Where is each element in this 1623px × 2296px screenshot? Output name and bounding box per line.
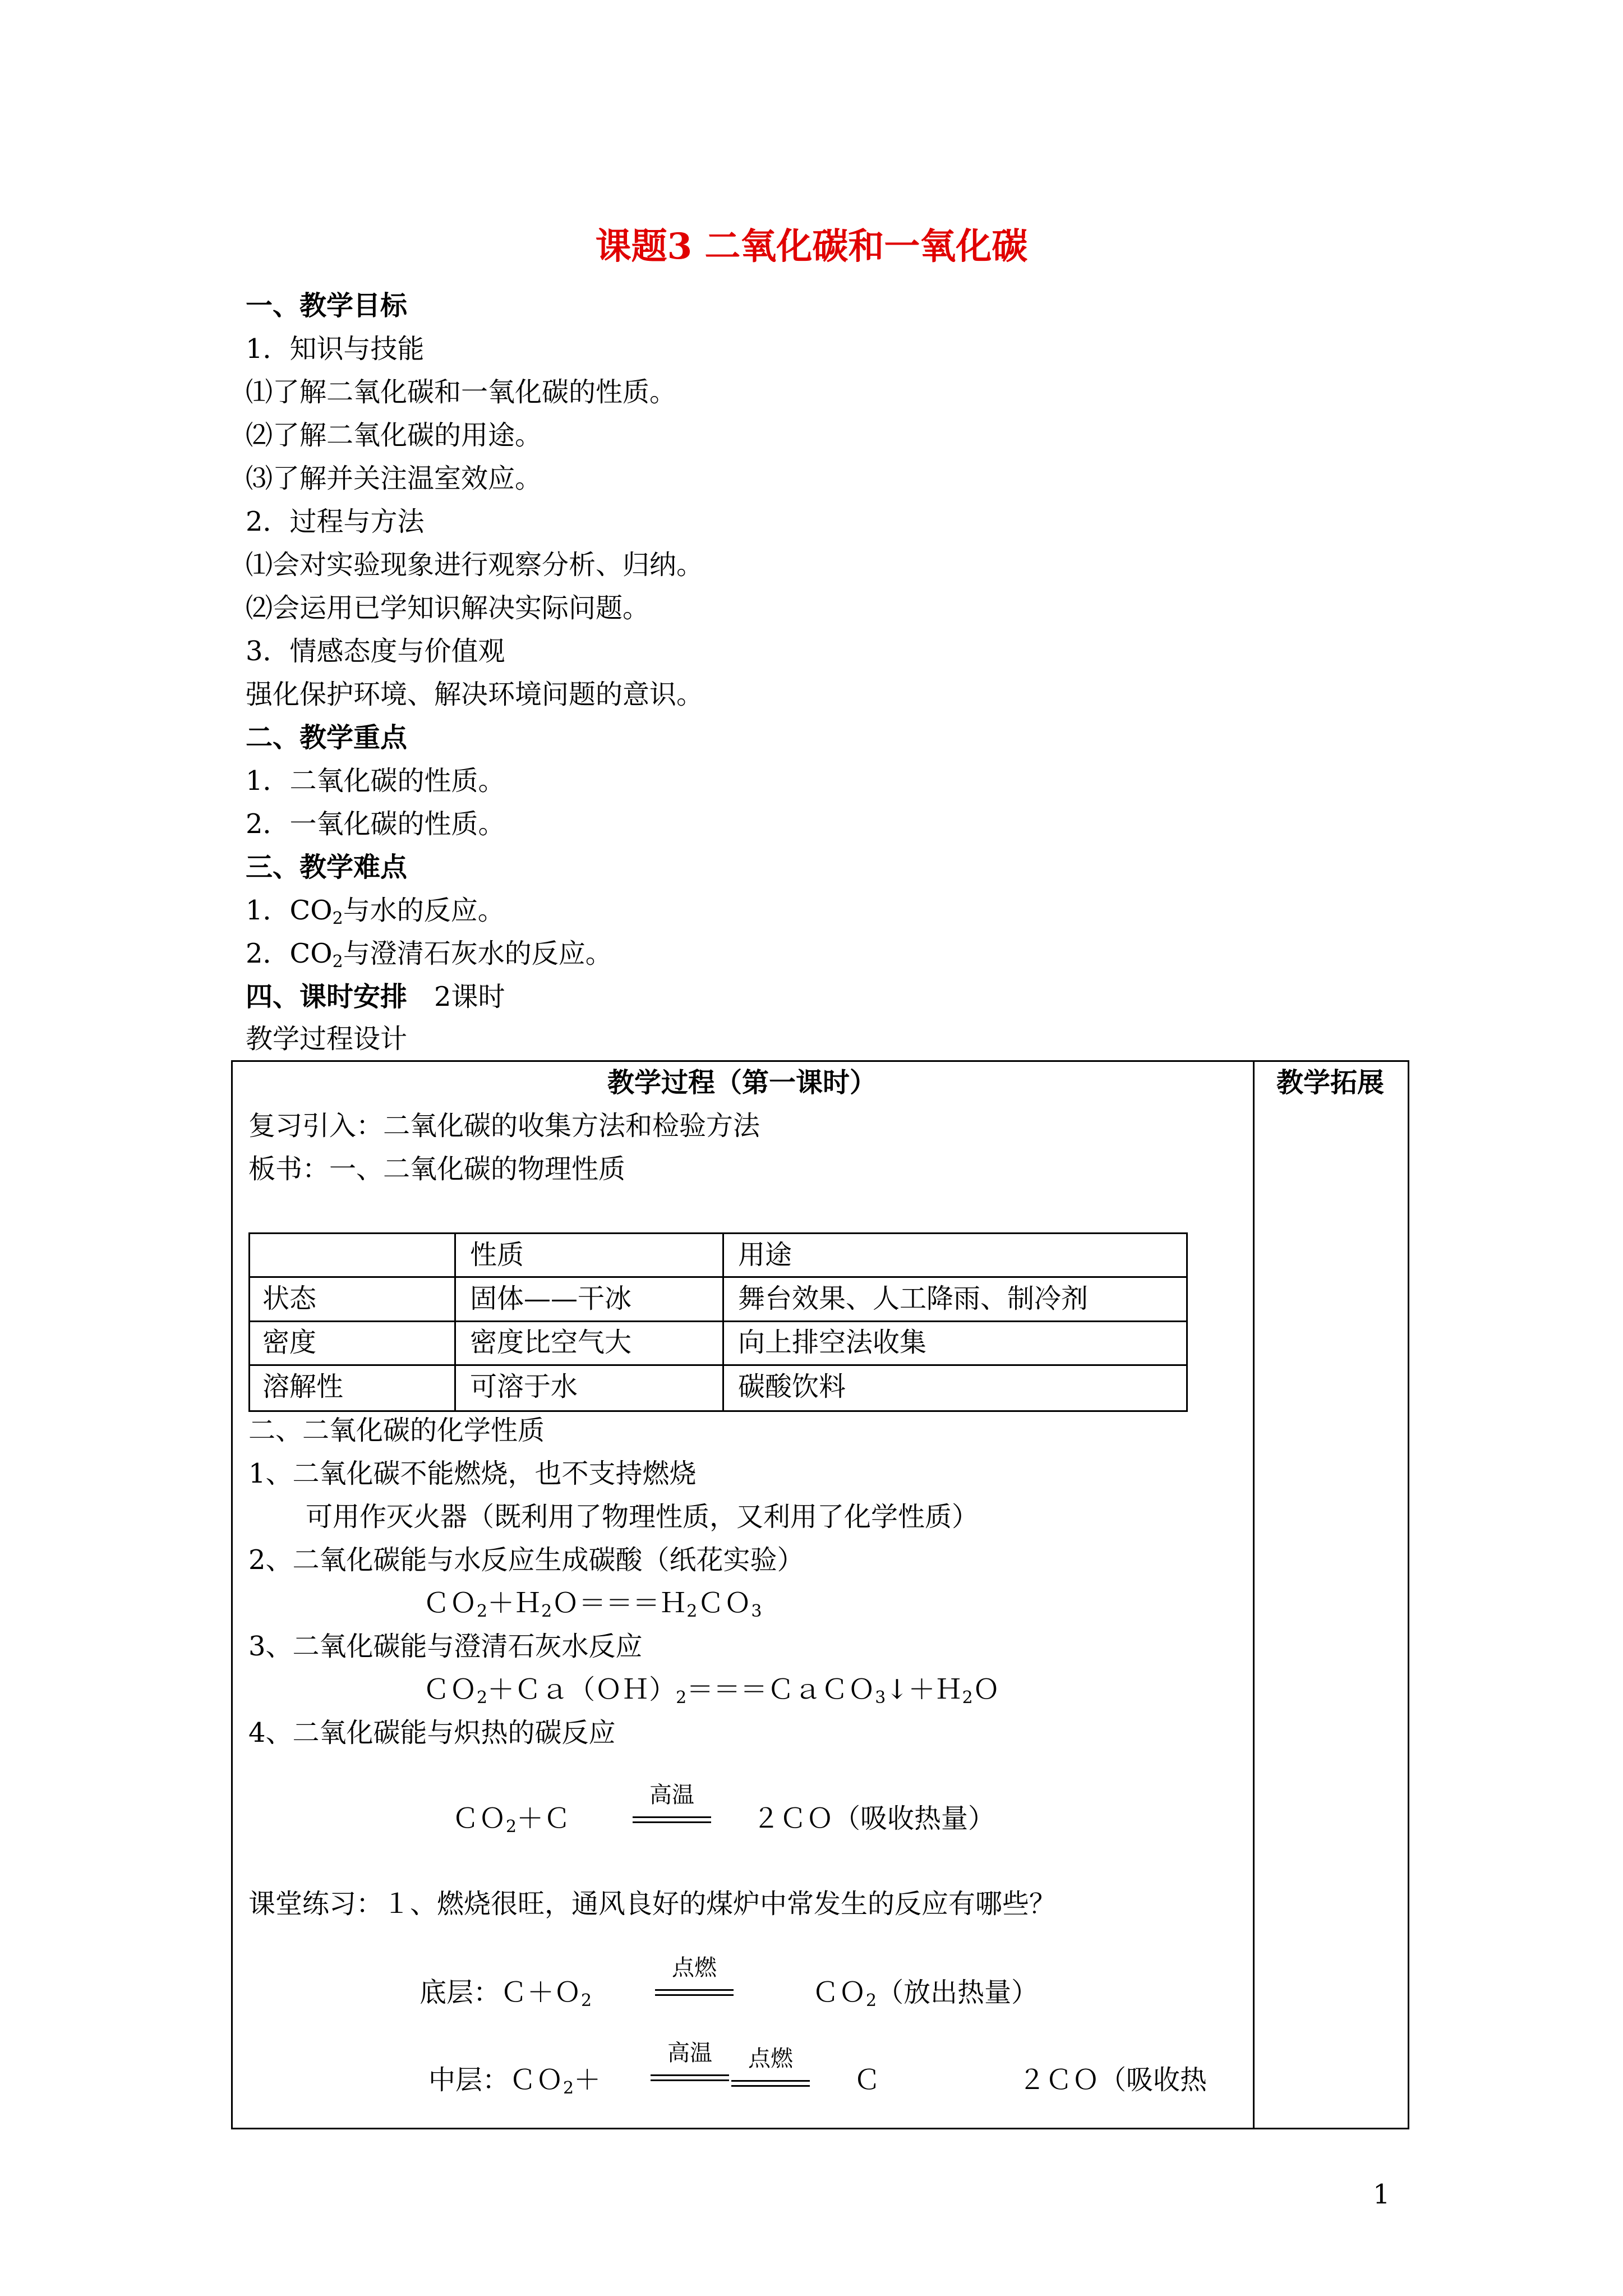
table-divider xyxy=(1253,1060,1255,2128)
equation-bottom-left: 底层：Ｃ＋Ｏ$_2$ xyxy=(419,1977,592,2010)
table-cell: 密度比空气大 xyxy=(470,1327,632,1358)
equals-sign xyxy=(651,2074,729,2081)
schedule-value: 2课时 xyxy=(434,981,505,1013)
objective-item: 强化保护环境、解决环境问题的意识。 xyxy=(246,679,704,710)
table-cell: 舞台效果、人工降雨、制冷剂 xyxy=(738,1283,1089,1314)
page-number: 1 xyxy=(1373,2179,1390,2210)
classroom-practice: 课堂练习：１、燃烧很旺，通风良好的煤炉中常发生的反应有哪些？ xyxy=(248,1888,1057,1920)
key-point-item: 2．一氧化碳的性质。 xyxy=(246,808,505,840)
table-cell: 固体——干冰 xyxy=(470,1283,632,1314)
equals-sign xyxy=(633,1816,711,1823)
objective-item: ⑴会对实验现象进行观察分析、归纳。 xyxy=(246,549,704,581)
section-objectives-heading: 一、教学目标 xyxy=(246,290,408,321)
equation-co2-limewater: $CO_2+Ca(OH)_2===CaCO_3↓+H_2O$ xyxy=(423,1674,1000,1708)
review-intro: 复习引入：二氧化碳的收集方法和检验方法 xyxy=(248,1110,760,1142)
reaction-condition: 点燃 xyxy=(672,1955,717,1981)
objective-item: ⑶了解并关注温室效应。 xyxy=(246,463,542,494)
chem-item: 1、二氧化碳不能燃烧，也不支持燃烧 xyxy=(248,1458,697,1489)
properties-table xyxy=(248,1232,1188,1412)
section-key-points-heading: 二、教学重点 xyxy=(246,722,408,753)
emotion-values-label: 3．情感态度与价值观 xyxy=(246,636,505,667)
table-cell: 向上排空法收集 xyxy=(738,1327,927,1358)
equation-middle-right: ２ＣＯ（吸收热 xyxy=(1018,2064,1207,2096)
page-title: 课题3 二氧化碳和一氧化碳 xyxy=(595,226,1028,268)
table-cell: 密度 xyxy=(262,1327,317,1358)
knowledge-skills-label: 1．知识与技能 xyxy=(246,333,425,365)
objective-item: ⑴了解二氧化碳和一氧化碳的性质。 xyxy=(246,376,677,408)
equation-co2-water: ＣＯ$_2$＋Ｈ$_2$Ｏ＝＝＝Ｈ$_2$ＣＯ$_3$ xyxy=(423,1588,762,1621)
table-rule xyxy=(454,1232,456,1410)
teaching-process-table xyxy=(231,1060,1409,2129)
difficulty-item: 1．$CO_2$与水的反应。 xyxy=(246,895,505,928)
objective-item: ⑵了解二氧化碳的用途。 xyxy=(246,420,542,451)
board-writing: 板书：一、二氧化碳的物理性质 xyxy=(248,1153,626,1185)
table-rule xyxy=(722,1232,724,1410)
table-rule xyxy=(248,1320,1186,1322)
table-cell: 状态 xyxy=(262,1283,317,1314)
reaction-condition: 高温 xyxy=(649,1782,694,1808)
table-cell: 可溶于水 xyxy=(470,1371,578,1402)
chem-heading: 二、二氧化碳的化学性质 xyxy=(248,1415,545,1446)
key-point-item: 1．二氧化碳的性质。 xyxy=(246,765,505,797)
table-cell: 碳酸饮料 xyxy=(738,1371,846,1402)
difficulty-item: 2．$CO_2$与澄清石灰水的反应。 xyxy=(246,938,612,972)
extension-header: 教学拓展 xyxy=(1276,1067,1384,1098)
process-method-label: 2．过程与方法 xyxy=(246,506,425,537)
equals-sign xyxy=(731,2080,810,2087)
chem-note: 可用作灭火器（既利用了物理性质，又利用了化学性质） xyxy=(306,1501,979,1533)
table-header-property: 性质 xyxy=(470,1239,524,1271)
chem-item: 3、二氧化碳能与澄清石灰水反应 xyxy=(248,1631,643,1662)
equation-middle-left: 中层：ＣＯ$_2$＋ xyxy=(428,2064,601,2098)
chem-item: 2、二氧化碳能与水反应生成碳酸（纸花实验） xyxy=(248,1544,804,1576)
equals-sign xyxy=(655,1989,734,1996)
equation-co2-carbon-left: ＣＯ$_2$＋Ｃ xyxy=(452,1803,571,1837)
objective-item: ⑵会运用已学知识解决实际问题。 xyxy=(246,592,650,624)
table-rule xyxy=(248,1276,1186,1278)
process-header: 教学过程（第一课时） xyxy=(607,1067,877,1098)
equation-co2-carbon-right: ２ＣＯ（吸收热量） xyxy=(753,1803,995,1834)
reaction-condition: 高温 xyxy=(667,2040,712,2066)
chem-item: 4、二氧化碳能与炽热的碳反应 xyxy=(248,1717,616,1749)
table-rule xyxy=(248,1364,1186,1366)
table-cell: 溶解性 xyxy=(262,1371,344,1402)
equation-bottom-right: ＣＯ$_2$（放出热量） xyxy=(812,1977,1039,2010)
reaction-condition: 点燃 xyxy=(748,2046,793,2072)
schedule-line xyxy=(246,980,505,1014)
section-schedule-heading: 四、课时安排 xyxy=(246,981,408,1013)
table-header-use: 用途 xyxy=(738,1239,792,1271)
equation-middle-mid: Ｃ xyxy=(854,2064,881,2096)
section-difficulties-heading: 三、教学难点 xyxy=(246,852,408,883)
design-label: 教学过程设计 xyxy=(246,1023,408,1055)
